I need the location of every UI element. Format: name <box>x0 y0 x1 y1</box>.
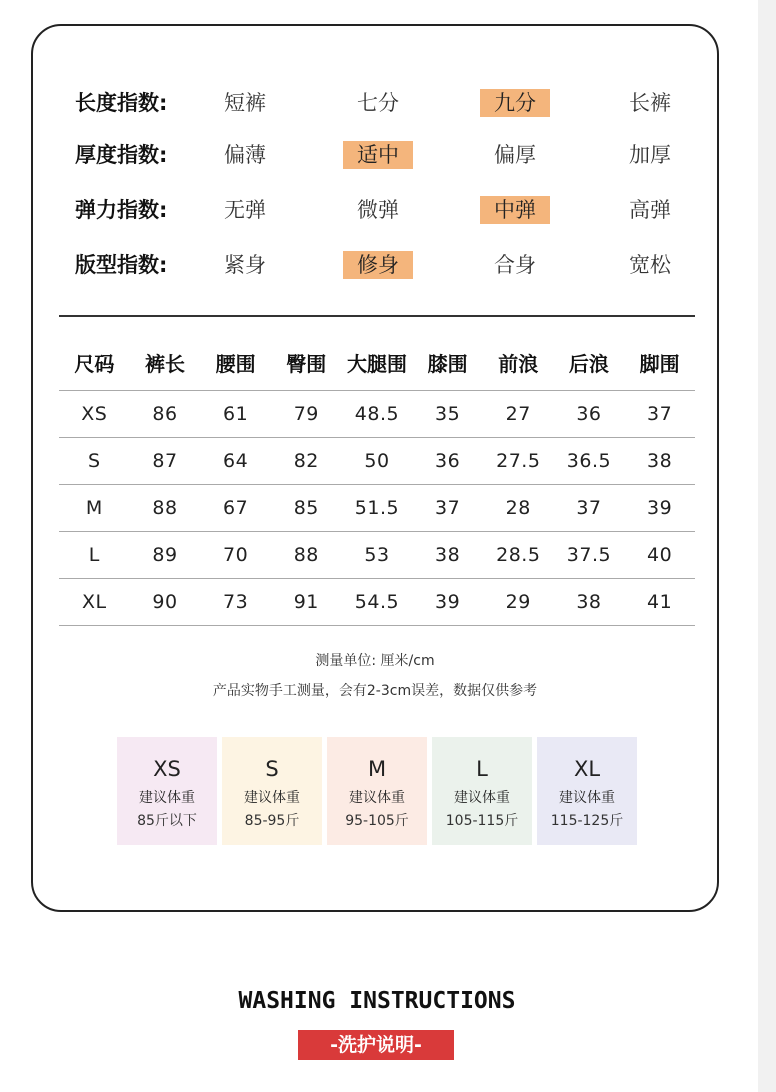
weight-range: 85斤以下 <box>137 813 197 829</box>
column-header: 臀围 <box>271 334 342 391</box>
measurement-cell: 36 <box>554 391 625 438</box>
column-header: 后浪 <box>554 334 625 391</box>
index-label: 厚度指数: <box>75 143 168 167</box>
measurement-cell: 35 <box>412 391 483 438</box>
index-option-selected: 修身 <box>343 251 413 279</box>
measurement-cell: 85 <box>271 485 342 532</box>
washing-subtitle: -洗护说明- <box>298 1030 454 1060</box>
measurement-cell: 54.5 <box>342 579 413 626</box>
weight-box <box>537 737 637 845</box>
measurement-cell: 88 <box>130 485 201 532</box>
measurement-cell: 50 <box>342 438 413 485</box>
index-label: 长度指数: <box>75 91 168 115</box>
washing-title: WASHING INSTRUCTIONS <box>238 988 516 1014</box>
weight-box <box>222 737 322 845</box>
index-option: 合身 <box>494 253 536 277</box>
unit-note: 测量单位: 厘米/cm <box>315 653 435 669</box>
measurement-cell: 53 <box>342 532 413 579</box>
measurement-cell: 86 <box>130 391 201 438</box>
weight-size: M <box>367 757 387 781</box>
index-option: 七分 <box>357 91 399 115</box>
column-header: 尺码 <box>59 334 130 391</box>
measurement-cell: 36 <box>412 438 483 485</box>
index-option-selected: 中弹 <box>480 196 550 224</box>
measurement-cell: 37.5 <box>554 532 625 579</box>
size-cell: S <box>59 438 130 485</box>
index-option: 紧身 <box>224 253 266 277</box>
measurement-cell: 37 <box>624 391 695 438</box>
measurement-cell: 27.5 <box>483 438 554 485</box>
measurement-cell: 82 <box>271 438 342 485</box>
column-header: 脚围 <box>624 334 695 391</box>
measurement-cell: 61 <box>200 391 271 438</box>
weight-label: 建议体重 <box>244 790 300 806</box>
table-row <box>59 485 695 532</box>
size-cell: L <box>59 532 130 579</box>
index-option: 短裤 <box>224 91 266 115</box>
page-edge <box>758 0 776 1092</box>
index-row <box>33 193 717 227</box>
measurement-cell: 36.5 <box>554 438 625 485</box>
index-row <box>33 138 717 172</box>
measurement-cell: 88 <box>271 532 342 579</box>
table-row <box>59 438 695 485</box>
measurement-cell: 38 <box>554 579 625 626</box>
measurement-cell: 39 <box>624 485 695 532</box>
index-label: 弹力指数: <box>75 198 168 222</box>
size-table-header <box>59 334 695 391</box>
column-header: 膝围 <box>412 334 483 391</box>
weight-box <box>117 737 217 845</box>
index-option: 宽松 <box>629 253 671 277</box>
weight-box <box>432 737 532 845</box>
weight-label: 建议体重 <box>559 790 615 806</box>
measurement-cell: 38 <box>624 438 695 485</box>
measurement-cell: 48.5 <box>342 391 413 438</box>
index-option: 高弹 <box>629 198 671 222</box>
index-option: 偏薄 <box>224 143 266 167</box>
weight-range: 105-115斤 <box>445 813 519 829</box>
weight-size: L <box>476 757 488 781</box>
measurement-cell: 89 <box>130 532 201 579</box>
index-option-selected: 适中 <box>343 141 413 169</box>
table-row <box>59 532 695 579</box>
weight-box <box>327 737 427 845</box>
measurement-cell: 29 <box>483 579 554 626</box>
index-option-selected: 九分 <box>480 89 550 117</box>
weight-size: XS <box>153 757 181 781</box>
measurement-cell: 27 <box>483 391 554 438</box>
measurement-cell: 73 <box>200 579 271 626</box>
column-header: 裤长 <box>130 334 201 391</box>
index-option: 微弹 <box>357 198 399 222</box>
weight-size: S <box>265 757 279 781</box>
weight-range: 115-125斤 <box>550 813 624 829</box>
measurement-cell: 79 <box>271 391 342 438</box>
column-header: 腰围 <box>200 334 271 391</box>
measurement-cell: 41 <box>624 579 695 626</box>
index-option: 偏厚 <box>494 143 536 167</box>
measurement-cell: 67 <box>200 485 271 532</box>
measurement-cell: 28.5 <box>483 532 554 579</box>
measurement-cell: 37 <box>412 485 483 532</box>
table-row <box>59 579 695 626</box>
measurement-cell: 28 <box>483 485 554 532</box>
column-header: 前浪 <box>483 334 554 391</box>
index-label: 版型指数: <box>75 253 168 277</box>
measurement-cell: 51.5 <box>342 485 413 532</box>
size-cell: M <box>59 485 130 532</box>
size-table <box>59 334 695 626</box>
measurement-cell: 40 <box>624 532 695 579</box>
size-cell: XS <box>59 391 130 438</box>
weight-label: 建议体重 <box>349 790 405 806</box>
weight-size: XL <box>573 757 601 781</box>
measurement-cell: 87 <box>130 438 201 485</box>
weight-label: 建议体重 <box>139 790 195 806</box>
weight-label: 建议体重 <box>454 790 510 806</box>
index-row <box>33 248 717 282</box>
measurement-cell: 91 <box>271 579 342 626</box>
size-info-card <box>31 24 719 912</box>
index-option: 加厚 <box>629 143 671 167</box>
measurement-cell: 64 <box>200 438 271 485</box>
measurement-cell: 90 <box>130 579 201 626</box>
weight-range: 95-105斤 <box>345 813 409 829</box>
measurement-cell: 70 <box>200 532 271 579</box>
column-header: 大腿围 <box>342 334 413 391</box>
measurement-cell: 39 <box>412 579 483 626</box>
measurement-cell: 38 <box>412 532 483 579</box>
index-row <box>33 86 717 120</box>
table-row <box>59 391 695 438</box>
measurement-cell: 37 <box>554 485 625 532</box>
size-cell: XL <box>59 579 130 626</box>
weight-range: 85-95斤 <box>244 813 300 829</box>
disclaimer-note: 产品实物手工测量，会有2-3cm误差，数据仅供参考 <box>212 683 538 699</box>
section-divider <box>59 315 695 317</box>
index-option: 长裤 <box>629 91 671 115</box>
index-option: 无弹 <box>224 198 266 222</box>
